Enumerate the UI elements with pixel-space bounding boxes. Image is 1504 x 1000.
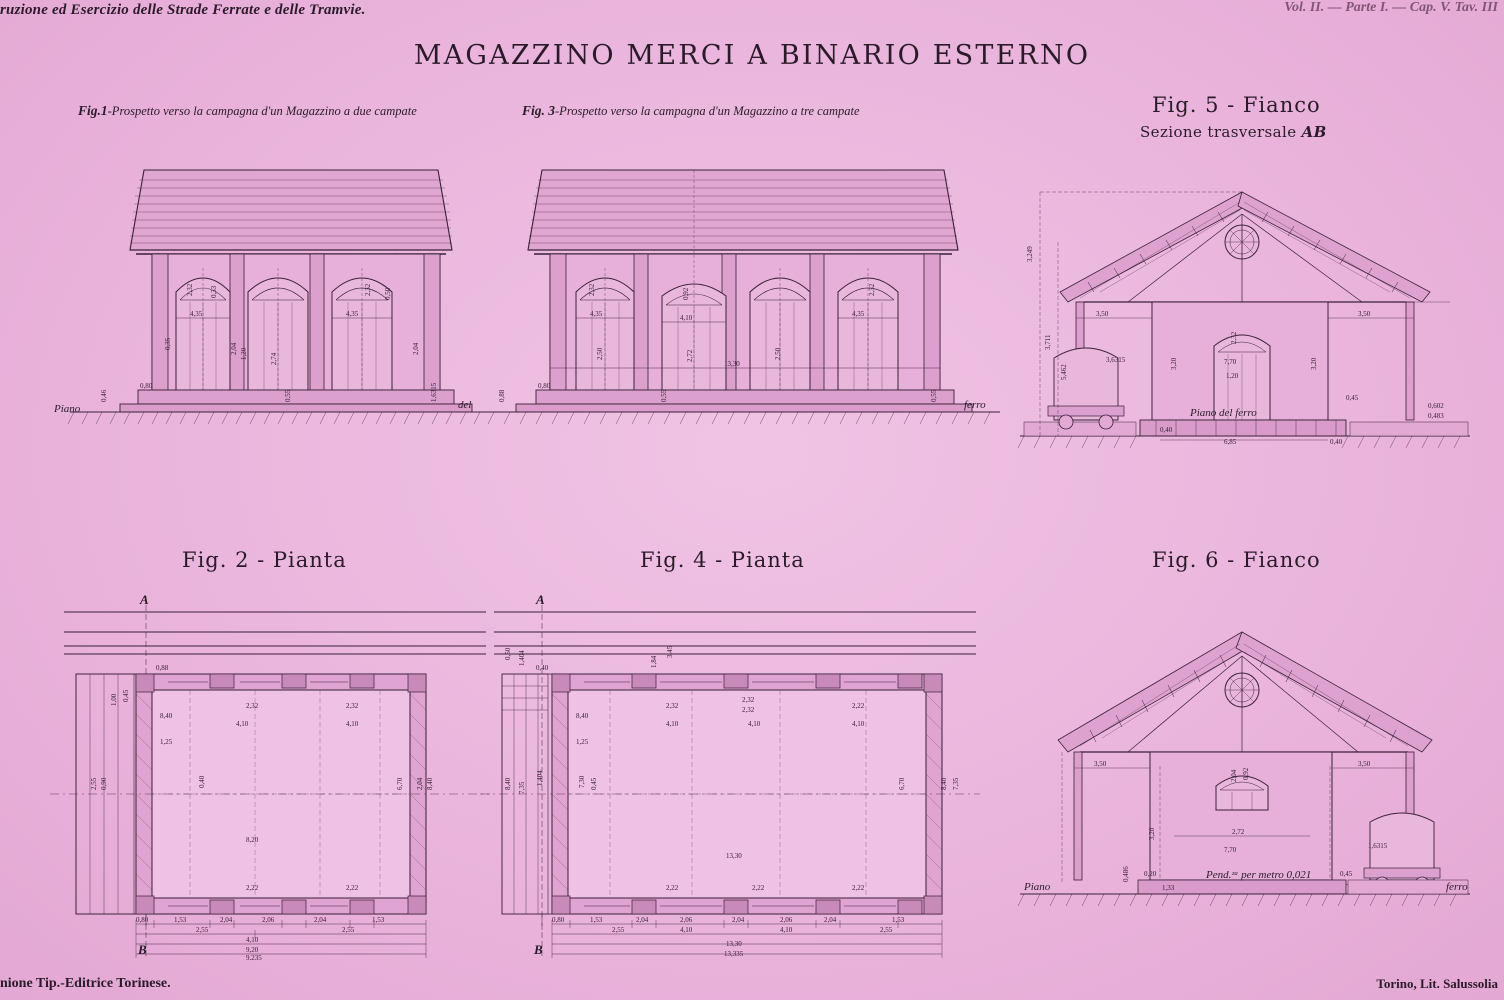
- svg-text:2,55: 2,55: [342, 926, 355, 934]
- svg-text:2,04: 2,04: [824, 916, 837, 924]
- svg-text:2,32: 2,32: [588, 283, 596, 296]
- svg-text:2,32: 2,32: [868, 283, 876, 296]
- svg-text:7,35: 7,35: [518, 781, 526, 794]
- svg-text:4,10: 4,10: [236, 720, 249, 728]
- svg-text:8,40: 8,40: [160, 712, 173, 720]
- svg-text:2,22: 2,22: [752, 884, 765, 892]
- svg-text:2,55: 2,55: [90, 777, 98, 790]
- svg-text:0,33: 0,33: [210, 285, 218, 298]
- svg-text:2,04: 2,04: [314, 916, 327, 924]
- svg-text:A: A: [140, 592, 149, 607]
- svg-text:13,30: 13,30: [726, 852, 742, 860]
- svg-text:0,40: 0,40: [1160, 426, 1173, 434]
- svg-text:7,70: 7,70: [1224, 358, 1237, 366]
- fig4-title: Fig. 4 - Pianta: [640, 548, 805, 572]
- svg-text:4,10: 4,10: [680, 926, 693, 934]
- svg-text:0,50: 0,50: [504, 647, 512, 660]
- svg-text:7,35: 7,35: [952, 777, 960, 790]
- svg-text:13,30: 13,30: [724, 360, 740, 368]
- svg-text:2,04: 2,04: [1230, 769, 1238, 782]
- svg-text:3,50: 3,50: [1358, 760, 1371, 768]
- svg-text:4,35: 4,35: [590, 310, 603, 318]
- svg-text:3,6315: 3,6315: [1106, 356, 1126, 364]
- fig4-drawing: [480, 590, 980, 960]
- svg-text:0,46: 0,46: [100, 389, 108, 402]
- fig3-caption: [522, 103, 860, 119]
- svg-text:2,50: 2,50: [596, 347, 604, 360]
- fig5-title: Fig. 5 - Fianco: [1152, 93, 1321, 117]
- svg-text:6,70: 6,70: [898, 777, 906, 790]
- svg-text:0,80: 0,80: [140, 382, 153, 390]
- fig2-drawing: [50, 590, 490, 960]
- svg-text:2,32: 2,32: [742, 706, 755, 714]
- svg-text:4,35: 4,35: [346, 310, 359, 318]
- svg-text:0,92: 0,92: [1242, 767, 1250, 780]
- svg-text:0,55: 0,55: [284, 389, 292, 402]
- header-right-text: Vol. II. — Parte I. — Cap. V. Tav. III: [1284, 0, 1498, 15]
- svg-text:0,90: 0,90: [100, 777, 108, 790]
- svg-text:3,20: 3,20: [1148, 827, 1156, 840]
- svg-text:3,711: 3,711: [1044, 334, 1052, 350]
- svg-text:0,45: 0,45: [122, 689, 130, 702]
- fig6-title: Fig. 6 - Fianco: [1152, 548, 1321, 572]
- svg-text:0,35: 0,35: [164, 337, 172, 350]
- svg-text:4,10: 4,10: [680, 314, 693, 322]
- svg-text:3,50: 3,50: [1358, 310, 1371, 318]
- svg-text:13,30: 13,30: [726, 940, 742, 948]
- svg-text:2,32: 2,32: [742, 696, 755, 704]
- svg-text:1,53: 1,53: [892, 916, 905, 924]
- svg-text:1,33: 1,33: [1162, 884, 1175, 892]
- svg-text:1,84: 1,84: [650, 655, 658, 668]
- svg-text:ferro: ferro: [964, 399, 986, 411]
- svg-text:ferro: ferro: [1446, 881, 1468, 893]
- svg-text:2,04: 2,04: [636, 916, 649, 924]
- fig5-drawing: [1010, 150, 1480, 450]
- svg-text:9,235: 9,235: [246, 954, 262, 960]
- svg-text:7,30: 7,30: [578, 775, 586, 788]
- svg-text:1,00: 1,00: [110, 693, 118, 706]
- svg-text:4,10: 4,10: [346, 720, 359, 728]
- svg-text:2,32: 2,32: [364, 283, 372, 296]
- svg-text:2,32: 2,32: [246, 702, 259, 710]
- svg-text:13,335: 13,335: [724, 950, 744, 958]
- svg-text:Pend.ᶻᵃ per metro 0,021: Pend.ᶻᵃ per metro 0,021: [1206, 869, 1312, 881]
- svg-text:0,50: 0,50: [384, 287, 392, 300]
- svg-text:1,20: 1,20: [240, 347, 248, 360]
- svg-text:2,06: 2,06: [780, 916, 793, 924]
- svg-text:0,45: 0,45: [590, 777, 598, 790]
- svg-text:9,20: 9,20: [246, 946, 259, 954]
- svg-text:0,40: 0,40: [1330, 438, 1343, 446]
- svg-text:1,53: 1,53: [174, 916, 187, 924]
- svg-text:0,602: 0,602: [1428, 402, 1444, 410]
- svg-text:0,88: 0,88: [498, 389, 506, 402]
- svg-text:2,32: 2,32: [1230, 331, 1238, 344]
- svg-text:4,35: 4,35: [190, 310, 203, 318]
- svg-text:3,249: 3,249: [1026, 246, 1034, 262]
- svg-text:2,72: 2,72: [1232, 828, 1245, 836]
- svg-text:0,40: 0,40: [198, 775, 206, 788]
- svg-text:0,88: 0,88: [156, 664, 169, 672]
- svg-text:8,40: 8,40: [576, 712, 589, 720]
- svg-text:2,32: 2,32: [346, 702, 359, 710]
- footer-right-text: Torino, Lit. Salussolia: [1376, 976, 1498, 991]
- footer-left-text: nione Tip.-Editrice Torinese.: [0, 976, 171, 991]
- svg-text:1,20: 1,20: [1226, 372, 1239, 380]
- svg-text:0,483: 0,483: [1428, 412, 1444, 420]
- svg-text:2,55: 2,55: [196, 926, 209, 934]
- svg-text:0,80: 0,80: [136, 916, 149, 924]
- svg-text:B: B: [534, 942, 543, 957]
- svg-text:6,70: 6,70: [396, 777, 404, 790]
- svg-text:2,22: 2,22: [852, 702, 865, 710]
- svg-text:2,74: 2,74: [270, 352, 278, 365]
- fig3-caption-rest: -Prospetto verso la campagna d'un Magazzino a tre campate: [555, 104, 860, 118]
- svg-text:1,6315: 1,6315: [430, 382, 438, 402]
- svg-text:2,04: 2,04: [230, 342, 238, 355]
- svg-text:6,85: 6,85: [1224, 438, 1237, 446]
- svg-text:2,04: 2,04: [412, 342, 420, 355]
- svg-text:2,22: 2,22: [852, 884, 865, 892]
- fig5-section-mark: AB: [1301, 123, 1327, 141]
- svg-text:1,404: 1,404: [536, 770, 544, 786]
- svg-text:4,10: 4,10: [852, 720, 865, 728]
- svg-text:0,40: 0,40: [536, 664, 549, 672]
- fig6-drawing: [1010, 590, 1480, 950]
- svg-text:8,40: 8,40: [426, 777, 434, 790]
- svg-text:0,80: 0,80: [538, 382, 551, 390]
- svg-text:2,22: 2,22: [246, 884, 259, 892]
- svg-text:4,10: 4,10: [748, 720, 761, 728]
- svg-text:del: del: [458, 399, 472, 411]
- svg-text:Piano: Piano: [54, 403, 81, 415]
- fig5-subtitle: [1140, 123, 1327, 141]
- svg-text:1,25: 1,25: [576, 738, 589, 746]
- svg-text:1,404: 1,404: [518, 650, 526, 666]
- svg-text:3,20: 3,20: [1170, 357, 1178, 370]
- svg-text:7,70: 7,70: [1224, 846, 1237, 854]
- svg-text:2,22: 2,22: [346, 884, 359, 892]
- svg-text:0,92: 0,92: [682, 287, 690, 300]
- svg-text:8,40: 8,40: [940, 777, 948, 790]
- svg-text:2,04: 2,04: [220, 916, 233, 924]
- svg-text:4,10: 4,10: [246, 936, 259, 944]
- svg-text:3,45: 3,45: [666, 645, 674, 658]
- svg-text:8,20: 8,20: [246, 836, 259, 844]
- svg-text:3,50: 3,50: [1096, 310, 1109, 318]
- svg-text:2,06: 2,06: [262, 916, 275, 924]
- svg-text:2,22: 2,22: [666, 884, 679, 892]
- fig5-subtitle-text: Sezione trasversale: [1140, 123, 1297, 141]
- fig1-caption-rest: -Prospetto verso la campagna d'un Magazzino a due campate: [107, 104, 417, 118]
- svg-text:B: B: [138, 942, 147, 957]
- svg-text:0,45: 0,45: [1340, 870, 1353, 878]
- page-title: MAGAZZINO MERCI A BINARIO ESTERNO: [413, 40, 1091, 71]
- svg-text:0,55: 0,55: [930, 389, 938, 402]
- fig3-caption-bold: Fig. 3: [522, 103, 556, 118]
- fig1-caption: [78, 103, 417, 119]
- svg-text:2,04: 2,04: [732, 916, 745, 924]
- svg-text:8,40: 8,40: [504, 777, 512, 790]
- fig1-drawing: [40, 150, 490, 450]
- svg-text:Piano: Piano: [1024, 881, 1051, 893]
- svg-text:0,20: 0,20: [1144, 870, 1157, 878]
- svg-text:0,486: 0,486: [1122, 866, 1130, 882]
- svg-text:1,25: 1,25: [160, 738, 173, 746]
- svg-text:4,10: 4,10: [666, 720, 679, 728]
- svg-text:4,35: 4,35: [852, 310, 865, 318]
- svg-text:5,462: 5,462: [1060, 364, 1068, 380]
- svg-text:2,32: 2,32: [666, 702, 679, 710]
- svg-text:2,72: 2,72: [686, 349, 694, 362]
- svg-text:1,6315: 1,6315: [1368, 842, 1388, 850]
- svg-text:0,80: 0,80: [552, 916, 565, 924]
- svg-text:Piano del ferro: Piano del ferro: [1190, 407, 1257, 419]
- svg-text:1,53: 1,53: [590, 916, 603, 924]
- svg-text:1,53: 1,53: [372, 916, 385, 924]
- fig2-title: Fig. 2 - Pianta: [182, 548, 347, 572]
- svg-text:3,50: 3,50: [1094, 760, 1107, 768]
- svg-text:2,50: 2,50: [774, 347, 782, 360]
- svg-text:3,20: 3,20: [1310, 357, 1318, 370]
- fig1-caption-bold: Fig.1: [78, 103, 108, 118]
- svg-text:2,32: 2,32: [186, 283, 194, 296]
- svg-text:4,10: 4,10: [780, 926, 793, 934]
- header-left-text: ruzione ed Esercizio delle Strade Ferrate e delle Tramvie.: [0, 2, 366, 18]
- svg-text:2,55: 2,55: [880, 926, 893, 934]
- fig3-drawing: [480, 150, 1000, 450]
- svg-text:0,55: 0,55: [660, 389, 668, 402]
- svg-text:A: A: [536, 592, 545, 607]
- svg-text:2,55: 2,55: [612, 926, 625, 934]
- svg-text:2,04: 2,04: [416, 777, 424, 790]
- svg-text:0,45: 0,45: [1346, 394, 1359, 402]
- svg-text:2,06: 2,06: [680, 916, 693, 924]
